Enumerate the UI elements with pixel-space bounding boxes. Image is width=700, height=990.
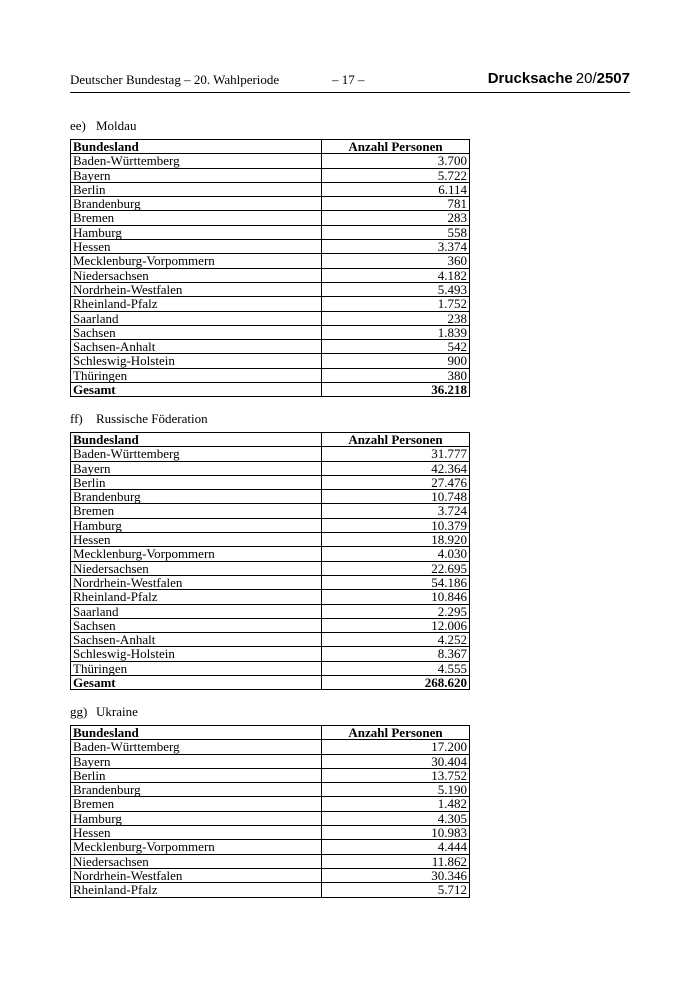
table-row — [71, 561, 470, 575]
column-header-count: Anzahl Personen — [322, 140, 470, 154]
person-count: 27.476 — [322, 475, 470, 489]
section-title — [70, 703, 470, 721]
table-row — [71, 740, 470, 754]
person-count: 30.346 — [322, 868, 470, 882]
person-count: 4.555 — [322, 661, 470, 675]
page-header — [70, 72, 630, 93]
table-row — [71, 826, 470, 840]
person-count: 2.295 — [322, 604, 470, 618]
state-name: Baden-Württemberg — [71, 740, 322, 754]
header-publication: Deutscher Bundestag – 20. Wahlperiode — [70, 72, 280, 87]
table-row — [71, 518, 470, 532]
section-label: ff) — [70, 411, 83, 426]
section-title — [70, 117, 470, 135]
table-row — [71, 475, 470, 489]
person-count: 11.862 — [322, 854, 470, 868]
state-name: Nordrhein-Westfalen — [71, 575, 322, 589]
state-name: Niedersachsen — [71, 561, 322, 575]
table-row — [71, 633, 470, 647]
state-name: Niedersachsen — [71, 268, 322, 282]
section-title — [70, 410, 470, 428]
header-document-number — [488, 70, 630, 87]
person-count: 558 — [322, 225, 470, 239]
state-name: Thüringen — [71, 368, 322, 382]
table-row — [71, 768, 470, 782]
person-count: 3.700 — [322, 154, 470, 168]
person-count: 5.722 — [322, 168, 470, 182]
section-label: gg) — [70, 704, 88, 719]
table-row — [71, 618, 470, 632]
person-count: 900 — [322, 354, 470, 368]
person-count: 1.839 — [322, 325, 470, 339]
person-count: 1.482 — [322, 797, 470, 811]
column-header-count: Anzahl Personen — [322, 726, 470, 740]
state-name: Hessen — [71, 826, 322, 840]
total-value: 36.218 — [322, 383, 470, 397]
section-1 — [70, 410, 470, 690]
state-name: Sachsen — [71, 618, 322, 632]
table-header-row — [71, 433, 470, 447]
section-heading: Moldau — [96, 118, 137, 133]
person-count: 3.374 — [322, 240, 470, 254]
table-row — [71, 182, 470, 196]
table-row — [71, 447, 470, 461]
person-count: 17.200 — [322, 740, 470, 754]
state-name: Bremen — [71, 211, 322, 225]
section-heading: Russische Föderation — [96, 411, 208, 426]
person-count: 781 — [322, 197, 470, 211]
table-row — [71, 604, 470, 618]
table-row — [71, 268, 470, 282]
person-count: 360 — [322, 254, 470, 268]
table-row — [71, 282, 470, 296]
total-label: Gesamt — [71, 383, 322, 397]
state-name: Bayern — [71, 461, 322, 475]
table-row — [71, 325, 470, 339]
table-row — [71, 811, 470, 825]
total-value: 268.620 — [322, 676, 470, 690]
state-name: Baden-Württemberg — [71, 154, 322, 168]
state-name: Berlin — [71, 768, 322, 782]
table-row — [71, 197, 470, 211]
state-name: Niedersachsen — [71, 854, 322, 868]
state-name: Bremen — [71, 797, 322, 811]
state-name: Schleswig-Holstein — [71, 354, 322, 368]
state-name: Rheinland-Pfalz — [71, 297, 322, 311]
table-row — [71, 354, 470, 368]
data-table — [70, 725, 470, 898]
table-row — [71, 461, 470, 475]
header-doc-period: 20/ — [575, 70, 597, 87]
state-name: Hamburg — [71, 518, 322, 532]
state-name: Nordrhein-Westfalen — [71, 868, 322, 882]
person-count: 4.444 — [322, 840, 470, 854]
total-label: Gesamt — [71, 676, 322, 690]
state-name: Mecklenburg-Vorpommern — [71, 254, 322, 268]
state-name: Brandenburg — [71, 197, 322, 211]
person-count: 1.752 — [322, 297, 470, 311]
table-row — [71, 154, 470, 168]
person-count: 18.920 — [322, 533, 470, 547]
state-name: Bayern — [71, 168, 322, 182]
header-doc-id: 2507 — [596, 70, 630, 87]
state-name: Saarland — [71, 311, 322, 325]
person-count: 4.030 — [322, 547, 470, 561]
person-count: 380 — [322, 368, 470, 382]
state-name: Saarland — [71, 604, 322, 618]
state-name: Schleswig-Holstein — [71, 647, 322, 661]
column-header-count: Anzahl Personen — [322, 433, 470, 447]
person-count: 22.695 — [322, 561, 470, 575]
section-heading: Ukraine — [96, 704, 138, 719]
person-count: 6.114 — [322, 182, 470, 196]
state-name: Berlin — [71, 182, 322, 196]
person-count: 42.364 — [322, 461, 470, 475]
person-count: 283 — [322, 211, 470, 225]
person-count: 4.252 — [322, 633, 470, 647]
person-count: 5.493 — [322, 282, 470, 296]
person-count: 4.305 — [322, 811, 470, 825]
state-name: Hessen — [71, 240, 322, 254]
state-name: Hamburg — [71, 811, 322, 825]
table-row — [71, 311, 470, 325]
table-header-row — [71, 726, 470, 740]
person-count: 8.367 — [322, 647, 470, 661]
table-row — [71, 547, 470, 561]
data-table — [70, 139, 470, 397]
person-count: 5.190 — [322, 783, 470, 797]
column-header-state: Bundesland — [71, 140, 322, 154]
table-row — [71, 254, 470, 268]
section-0 — [70, 117, 470, 397]
table-row — [71, 211, 470, 225]
person-count: 542 — [322, 340, 470, 354]
table-row — [71, 590, 470, 604]
state-name: Thüringen — [71, 661, 322, 675]
person-count: 54.186 — [322, 575, 470, 589]
state-name: Rheinland-Pfalz — [71, 883, 322, 897]
table-row — [71, 368, 470, 382]
table-row — [71, 240, 470, 254]
table-row — [71, 504, 470, 518]
person-count: 12.006 — [322, 618, 470, 632]
state-name: Brandenburg — [71, 490, 322, 504]
table-row — [71, 575, 470, 589]
state-name: Bayern — [71, 754, 322, 768]
table-row — [71, 868, 470, 882]
state-name: Sachsen — [71, 325, 322, 339]
table-row — [71, 225, 470, 239]
column-header-state: Bundesland — [71, 726, 322, 740]
table-row — [71, 754, 470, 768]
table-row — [71, 797, 470, 811]
header-doc-prefix: Drucksache — [487, 70, 573, 87]
state-name: Hamburg — [71, 225, 322, 239]
state-name: Mecklenburg-Vorpommern — [71, 840, 322, 854]
state-name: Sachsen-Anhalt — [71, 633, 322, 647]
table-row — [71, 533, 470, 547]
table-row — [71, 840, 470, 854]
person-count: 10.846 — [322, 590, 470, 604]
state-name: Brandenburg — [71, 783, 322, 797]
state-name: Hessen — [71, 533, 322, 547]
person-count: 10.379 — [322, 518, 470, 532]
state-name: Sachsen-Anhalt — [71, 340, 322, 354]
total-row — [71, 676, 470, 690]
state-name: Mecklenburg-Vorpommern — [71, 547, 322, 561]
person-count: 3.724 — [322, 504, 470, 518]
state-name: Rheinland-Pfalz — [71, 590, 322, 604]
state-name: Baden-Württemberg — [71, 447, 322, 461]
table-row — [71, 854, 470, 868]
state-name: Nordrhein-Westfalen — [71, 282, 322, 296]
table-row — [71, 168, 470, 182]
state-name: Berlin — [71, 475, 322, 489]
table-header-row — [71, 140, 470, 154]
section-label: ee) — [70, 118, 86, 133]
table-row — [71, 340, 470, 354]
table-row — [71, 297, 470, 311]
person-count: 5.712 — [322, 883, 470, 897]
table-row — [71, 647, 470, 661]
person-count: 13.752 — [322, 768, 470, 782]
section-2 — [70, 703, 470, 898]
column-header-state: Bundesland — [71, 433, 322, 447]
state-name: Bremen — [71, 504, 322, 518]
person-count: 30.404 — [322, 754, 470, 768]
total-row — [71, 383, 470, 397]
person-count: 238 — [322, 311, 470, 325]
person-count: 10.748 — [322, 490, 470, 504]
table-row — [71, 883, 470, 897]
person-count: 4.182 — [322, 268, 470, 282]
table-row — [71, 783, 470, 797]
header-page-number: – 17 – — [332, 72, 365, 87]
person-count: 10.983 — [322, 826, 470, 840]
person-count: 31.777 — [322, 447, 470, 461]
table-row — [71, 490, 470, 504]
data-table — [70, 432, 470, 690]
table-row — [71, 661, 470, 675]
